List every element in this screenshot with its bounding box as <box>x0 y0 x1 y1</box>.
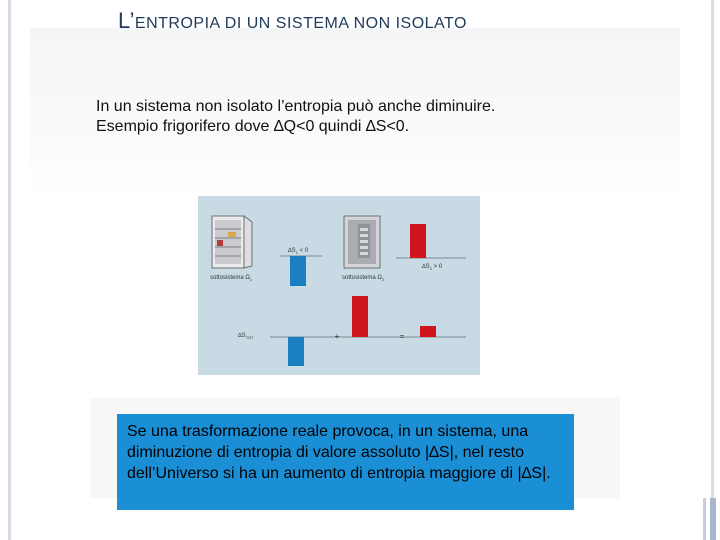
slide-title <box>118 8 467 34</box>
open-fridge-illustration <box>212 216 252 268</box>
intro-text <box>96 97 616 137</box>
intro-line-2: Esempio frigorifero dove ∆Q<0 quindi ∆S<0. <box>96 118 410 135</box>
bar-delta-s2 <box>410 224 426 258</box>
bar-delta-s1 <box>290 256 306 286</box>
slide-title-rest: ENTROPIA DI UN SISTEMA NON ISOLATO <box>134 15 467 32</box>
bar-total-negative <box>288 337 304 366</box>
entropy-figure <box>198 196 480 375</box>
callout-text: Se una trasformazione reale provoca, in un sistema, una diminuzione di entropia di valore assoluto |∆S|, nel resto dell’Universo si ha un aumento di entropia maggiore di |∆S|. <box>127 423 551 482</box>
slide-title-initial: L’ <box>118 8 135 33</box>
plus-sign: + <box>334 332 340 341</box>
delta-s1-label: $\Delta S_1 < 0$ <box>288 248 309 255</box>
delta-s-total-label: $\Delta S_{TOT}$ <box>238 333 254 340</box>
delta-s2-label: $\Delta S_2 > 0$ <box>422 264 443 271</box>
slide-frame-right <box>711 0 714 540</box>
closed-fridge-illustration <box>344 216 380 268</box>
intro-line-1: In un sistema non isolato l’entropia può anche diminuire. <box>96 98 496 115</box>
subsystem-1-label: sottosistema $\Omega_1$ <box>210 275 253 282</box>
slide-frame-accent-secondary <box>703 498 706 540</box>
equals-sign: = <box>399 332 405 341</box>
bar-total-result <box>420 326 436 337</box>
bar-total-positive <box>352 296 368 337</box>
slide-frame-accent <box>710 498 716 540</box>
slide-frame-left <box>8 0 11 540</box>
entropy-figure-svg <box>198 196 480 375</box>
subsystem-2-label: sottosistema $\Omega_2$ <box>342 275 385 282</box>
callout-box <box>117 414 574 510</box>
